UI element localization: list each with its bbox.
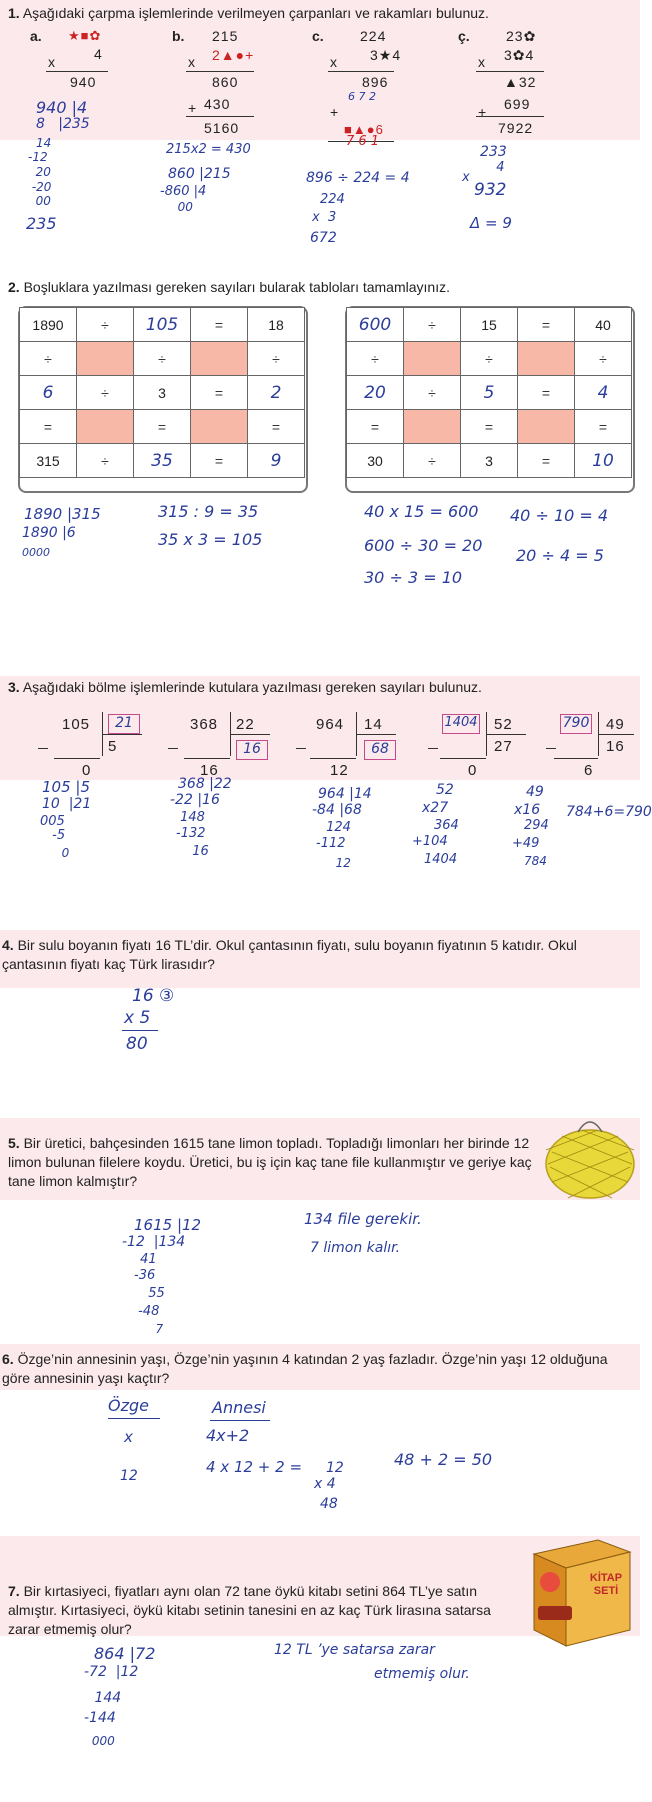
q3-hw-0: 105 |5 [42, 778, 90, 796]
q2-table-2-cell: 40 [575, 308, 632, 342]
q2-table-2-row [347, 444, 632, 478]
q6-hw-line2 [210, 1420, 270, 1421]
q1-hw-c3: 672 [310, 230, 337, 246]
q3-d2-box: 16 [236, 740, 268, 760]
q1-hw-cc0: 233 [480, 144, 507, 160]
q3-d1-hline [102, 734, 142, 735]
q4-question: 4. Bir sulu boyanın fiyatı 16 TL’dir. Okul çantasının fiyatı, sulu boyanın fiyatının 5 katıdır. Okul çantasının fiyatı kaç Türk lirasıdır? [2, 937, 577, 972]
q1c-line1 [328, 71, 394, 72]
q3-d5-quot: 16 [606, 738, 625, 755]
q3-hw-20: 49 [526, 784, 544, 800]
q2-table-1-cell: ÷ [77, 376, 134, 410]
q3-hw-22: 294 [524, 818, 549, 833]
q2-table-1-row [20, 444, 305, 478]
q6-hw-3: Annesi [212, 1398, 266, 1417]
q5-hw-4: 55 [140, 1286, 165, 1301]
q2-hw-7: 30 ÷ 3 = 10 [364, 568, 463, 587]
q1-hw-b0: 215x2 = 430 [166, 142, 251, 157]
q2-table-2-cell: ÷ [461, 342, 518, 376]
q2-table-1-cell: 1890 [20, 308, 77, 342]
q2-table-2-row [347, 376, 632, 410]
q1a-top2: 4 [94, 46, 103, 62]
q1b-p2: 430 [204, 96, 231, 112]
q2-table-1-cell: = [191, 444, 248, 478]
q2-hw-9: 20 ÷ 4 = 5 [516, 546, 604, 565]
q3-d5-rem: 6 [584, 762, 594, 779]
q2-table-2-cell: = [518, 444, 575, 478]
q4-hw-0: 16 ③ [132, 986, 175, 1006]
q1b-mul: 2▲●+ [212, 47, 255, 63]
q3-hw-5: 368 |22 [178, 776, 232, 792]
q2-table-1-cell: = [191, 376, 248, 410]
q1-hw-a2: 14 [36, 136, 52, 150]
q3-d4-minus [428, 748, 438, 749]
q3-d5-minus [546, 748, 556, 749]
q3-hw-3: -5 [48, 828, 66, 843]
q1-hw-b1: 860 |215 [168, 166, 231, 182]
q6-hw-8: 48 [320, 1496, 338, 1512]
q6-hw-5: 4 x 12 + 2 = [206, 1458, 303, 1476]
q2-table-2-row [347, 410, 632, 444]
q2-table-2-cell: 20 [347, 376, 404, 410]
q2-table-2-cell [518, 342, 575, 376]
q2-table-2-cell [518, 410, 575, 444]
q2-table-2-cell: = [518, 376, 575, 410]
q3-hw-24: 784 [524, 854, 547, 868]
q1-hw-a7: 235 [26, 214, 57, 233]
q7-hw-5: 12 TL ’ye satarsa zarar [274, 1642, 435, 1658]
q2-table-1-cell: ÷ [20, 342, 77, 376]
q2-table-2-cell [404, 342, 461, 376]
q1cc-p1: ▲32 [504, 74, 537, 90]
q7-hw-0: 864 |72 [94, 1644, 156, 1663]
q2-hw-4: 35 x 3 = 105 [158, 530, 263, 549]
q2-table-1-row [20, 410, 305, 444]
book-set-label: KİTAP SETİ [589, 1572, 623, 1597]
q2-table-1-row [20, 308, 305, 342]
q7-question: 7. Bir kırtasiyeci, fiyatları aynı olan 72 tane öykü kitabı setini 864 TL’ye satın almıştır. Kırtasiyeci, öykü kitabı setinin tanesini en az kaç Türk lirasına satarsa zarar etmemiş olur? [8, 1583, 491, 1637]
q1cc-x: x [478, 54, 486, 70]
q3-hw-10: 964 |14 [318, 786, 372, 802]
q3-d1-under [54, 758, 100, 759]
q5-hw-7: 134 file gerekir. [304, 1210, 422, 1228]
q1b-x: x [188, 54, 196, 70]
q2-table-1-cell [77, 410, 134, 444]
q3-d1-box: 21 [108, 714, 140, 734]
q2-hw-2: 0000 [22, 546, 50, 559]
q1cc-mul: 3✿4 [504, 47, 535, 63]
q7-hw-2: 144 [90, 1690, 122, 1706]
q3-hw-1: 10 |21 [42, 796, 92, 812]
q2-hw-6: 600 ÷ 30 = 20 [364, 536, 483, 555]
q1c-x: x [330, 54, 338, 70]
q3-hw-23: +49 [512, 836, 540, 851]
q2-table-2-cell: 5 [461, 376, 518, 410]
q2-table-2-cell: = [518, 308, 575, 342]
q2-table-1-row [20, 376, 305, 410]
q2-table-1-cell: ÷ [77, 308, 134, 342]
q6-hw-6: 12 [326, 1460, 344, 1476]
q2-table-2-cell: ÷ [347, 342, 404, 376]
q2-table-2-cell: = [461, 410, 518, 444]
q1c-plus: + [330, 104, 340, 120]
q2-question: 2. Boşluklara yazılması gereken sayıları bularak tabloları tamamlayınız. [8, 279, 450, 295]
q4-hw-2: 80 [126, 1034, 148, 1054]
q3-hw-12: 124 [322, 820, 351, 835]
q1-hw-b3: 00 [170, 200, 193, 214]
q1a-x: x [48, 54, 56, 70]
q1a-line [46, 71, 108, 72]
q2-table-2-cell: 15 [461, 308, 518, 342]
q5-hw-3: -36 [134, 1268, 156, 1283]
q5-hw-2: 41 [136, 1252, 157, 1267]
q3-d3-dividend: 964 [316, 716, 345, 733]
q2-table-1 [18, 306, 308, 493]
q6-hw-1: x [124, 1428, 133, 1446]
q3-d4-rem: 0 [468, 762, 478, 779]
q1b-top: 215 [212, 28, 239, 44]
q1-hw-b2: -860 |4 [160, 184, 207, 199]
q3-question: 3. Aşağıdaki bölme işlemlerinde kutulara yazılması gereken sayıları bulunuz. [8, 679, 482, 695]
q4-hw-1: x 5 [124, 1008, 151, 1028]
q3-hw-13: -112 [316, 836, 346, 851]
q2-table-2-cell: = [347, 410, 404, 444]
q1c-p3: ■▲●6 [344, 122, 384, 137]
q2-table-1-cell: 9 [248, 444, 305, 478]
q3-d5-box: 790 [560, 714, 592, 734]
q2-table-1-cell: = [248, 410, 305, 444]
q2-table-2 [345, 306, 635, 493]
q6-hw-line1 [108, 1418, 160, 1419]
q3-hw-8: -132 [176, 826, 206, 841]
q2-table-1-cell [77, 342, 134, 376]
q2-table-2-cell: 3 [461, 444, 518, 478]
q2-table-2-cell: ÷ [404, 376, 461, 410]
q2-table-2-row [347, 342, 632, 376]
q3-hw-9: 16 [184, 844, 209, 859]
q5-question: 5. Bir üretici, bahçesinden 1615 tane limon topladı. Topladığı limonları her birinde 12 limon bulunan filelere koydu. Üretici, bu iş için kaç tane file kullanmıştır ve geriye kaç tane limon kalmıştır? [8, 1135, 532, 1189]
q1a-top: ★■✿ [68, 28, 102, 43]
q2-table-1-cell: 18 [248, 308, 305, 342]
q1b-p1: 860 [212, 74, 239, 90]
q4-hw-line [122, 1030, 158, 1031]
q3-d2-rem: 16 [200, 762, 219, 779]
q5-hw-8: 7 limon kalır. [310, 1240, 401, 1256]
q1cc-label: ç. [458, 28, 470, 44]
q3-d3-hline [356, 734, 396, 735]
q1b-plus: + [188, 100, 198, 116]
q1-hw-c2: x 3 [312, 210, 337, 225]
q1cc-line2 [476, 116, 544, 117]
q1-hw-a0: 940 |4 [36, 98, 88, 117]
q2-hw-8: 40 ÷ 10 = 4 [510, 506, 609, 525]
q6-hw-7: x 4 [314, 1476, 336, 1492]
q2-table-2-cell: 4 [575, 376, 632, 410]
q1-hw-a5: -20 [28, 180, 52, 194]
q1cc-plus: + [478, 104, 488, 120]
q3-d5-divisor: 49 [606, 716, 625, 733]
q3-d3-box: 68 [364, 740, 396, 760]
lemon-net-image [542, 1112, 638, 1202]
q2-table-1-cell: 105 [134, 308, 191, 342]
q6-question: 6. Özge’nin annesinin yaşı, Özge’nin yaşının 4 katından 2 yaş fazladır. Özge’nin yaşı 12 olduğuna göre annesinin yaşı kaçtır? [2, 1351, 608, 1386]
q3-hw-4: 0 [54, 846, 70, 860]
q2-table-1-cell: ÷ [134, 342, 191, 376]
q1b-label: b. [172, 28, 185, 44]
q3-d4-under [440, 758, 486, 759]
q3-hw-6: -22 |16 [170, 792, 220, 808]
q3-hw-21: x16 [514, 802, 541, 818]
q3-d4-hline [486, 734, 526, 735]
q3-d2-hline [230, 734, 270, 735]
q2-table-2-cell: 600 [347, 308, 404, 342]
q1b-line1 [186, 71, 254, 72]
q1-hw-a4: 20 [28, 165, 51, 179]
q1-hw-c0: 896 ÷ 224 = 4 [306, 170, 410, 186]
q1cc-top: 23✿ [506, 28, 537, 44]
q3-hw-16: x27 [422, 800, 449, 816]
q1cc-p2: 699 [504, 96, 531, 112]
q1-hw-c1: 224 [320, 192, 345, 207]
q1c-carry: 6 7 2 [348, 90, 376, 103]
q1-hw-cc1: 4 [488, 160, 505, 175]
q1-hw-a6: 00 [28, 194, 51, 208]
q2-table-2-cell: 10 [575, 444, 632, 478]
q3-hw-17: 364 [434, 818, 459, 833]
q3-d1-dividend: 105 [62, 716, 91, 733]
q3-d5-hline [598, 734, 634, 735]
q5-hw-6: 7 [144, 1322, 164, 1336]
q2-table-2-cell: 30 [347, 444, 404, 478]
q1c-mul: 3★4 [370, 47, 402, 63]
q3-d2-dividend: 368 [190, 716, 219, 733]
q2-table-1-cell: 2 [248, 376, 305, 410]
q3-hw-19: 1404 [424, 852, 458, 867]
q2-table-1-cell: 3 [134, 376, 191, 410]
q1a-label: a. [30, 28, 42, 44]
q1c-top: 224 [360, 28, 387, 44]
q2-table-1-cell [191, 342, 248, 376]
q1b-result: 5160 [204, 120, 240, 136]
q3-d1-divisor: 5 [108, 738, 118, 755]
q3-hw-15: 52 [436, 782, 454, 798]
q2-hw-1: 1890 |6 [22, 525, 76, 541]
q3-d2-divisor: 22 [236, 716, 255, 733]
q3-hw-11: -84 |68 [312, 802, 362, 818]
q1-hw-a3: -12 [28, 150, 48, 164]
q1cc-line1 [476, 71, 544, 72]
q3-d3-minus [296, 748, 306, 749]
q5-hw-5: -48 [134, 1304, 160, 1319]
q2-table-2-cell: ÷ [404, 444, 461, 478]
q3-d2-under [184, 758, 230, 759]
q3-hw-18: +104 [412, 834, 448, 849]
q3-d4-box: 1404 [442, 714, 480, 734]
q2-table-2-cell: ÷ [404, 308, 461, 342]
q6-hw-2: 12 [120, 1468, 138, 1484]
q2-table-1-cell: = [191, 308, 248, 342]
q7-hw-4: 000 [88, 1734, 115, 1748]
q2-hw-3: 315 : 9 = 35 [158, 502, 259, 521]
q2-table-1-cell: ÷ [248, 342, 305, 376]
q2-table-2-cell [404, 410, 461, 444]
q2-table-2-cell: ÷ [575, 342, 632, 376]
q2-hw-5: 40 x 15 = 600 [364, 502, 479, 521]
q3-hw-25: 784+6=790 [566, 804, 652, 820]
q2-table-1-cell: = [134, 410, 191, 444]
q3-d3-under [310, 758, 356, 759]
q1cc-result: 7922 [498, 120, 534, 136]
q2-table-1-cell: 6 [20, 376, 77, 410]
q7-hw-3: -144 [84, 1710, 116, 1726]
q1-hw-cc4: Δ = 9 [470, 214, 512, 232]
q3-d1-minus [38, 748, 48, 749]
q5-hw-1: -12 |134 [122, 1234, 186, 1250]
q1a-result: 940 [70, 74, 97, 90]
q3-d1-rem: 0 [82, 762, 92, 779]
q6-hw-4: 4x+2 [206, 1426, 250, 1445]
q3-d2-minus [168, 748, 178, 749]
q2-table-1-row [20, 342, 305, 376]
q3-d4-quot: 27 [494, 738, 513, 755]
q1b-line2 [186, 116, 254, 117]
q6-hw-9: 48 + 2 = 50 [394, 1450, 493, 1469]
q2-table-1-cell: = [20, 410, 77, 444]
q2-table-2-cell: = [575, 410, 632, 444]
q3-d5-under [554, 758, 598, 759]
q1-hw-a1: 8 |235 [36, 116, 90, 132]
q3-d3-divisor: 14 [364, 716, 383, 733]
q3-hw-2: 005 [40, 814, 65, 829]
q1-hw-cc2: x [462, 170, 470, 185]
q1c-p1: 896 [362, 74, 389, 90]
q3-d3-rem: 12 [330, 762, 349, 779]
q1c-label: c. [312, 28, 324, 44]
q2-table-1-cell: 315 [20, 444, 77, 478]
q1-question: 1. Aşağıdaki çarpma işlemlerinde verilmeyen çarpanları ve rakamları bulunuz. [8, 5, 489, 21]
q7-hw-6: etmemiş olur. [374, 1666, 470, 1682]
q1c-hw: 7 6 1 [346, 134, 380, 149]
q2-table-1-cell: ÷ [77, 444, 134, 478]
q2-hw-0: 1890 |315 [24, 505, 101, 523]
q1-hw-cc3: 932 [474, 180, 507, 200]
q3-hw-7: 148 [176, 810, 205, 825]
q5-hw-0: 1615 |12 [134, 1216, 202, 1234]
q7-hw-1: -72 |12 [84, 1664, 139, 1680]
q2-table-2-row [347, 308, 632, 342]
q3-d4-divisor: 52 [494, 716, 513, 733]
q2-table-1-cell [191, 410, 248, 444]
q3-hw-14: 12 [328, 856, 351, 870]
q6-hw-0: Özge [108, 1396, 149, 1415]
q2-table-1-cell: 35 [134, 444, 191, 478]
